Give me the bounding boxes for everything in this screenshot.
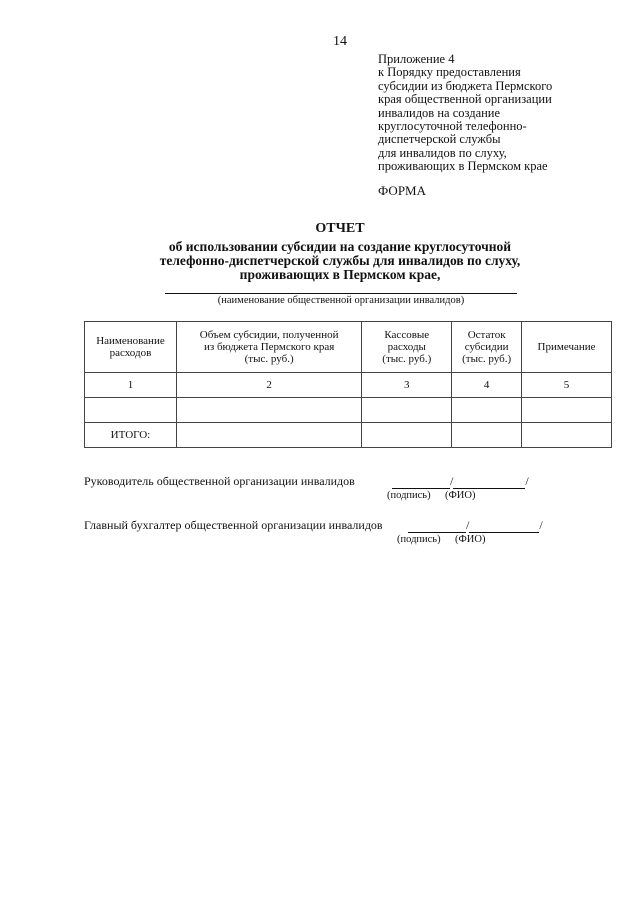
appendix-block bbox=[378, 53, 618, 174]
head-name-caption: (ФИО) bbox=[445, 490, 476, 501]
document-subtitle bbox=[0, 240, 640, 282]
column-number: 1 bbox=[85, 373, 177, 398]
report-table bbox=[84, 321, 612, 448]
column-number: 3 bbox=[362, 373, 452, 398]
appendix-line: круглосуточной телефонно- bbox=[378, 119, 527, 134]
table-cell[interactable] bbox=[362, 398, 452, 423]
separator: / bbox=[525, 474, 529, 488]
appendix-line: проживающих в Пермском крае bbox=[378, 159, 548, 174]
accountant-name-field[interactable] bbox=[469, 520, 539, 533]
table-cell[interactable] bbox=[362, 423, 452, 448]
accountant-signature-fields bbox=[408, 518, 543, 533]
header-expense-name: Наименование расходов bbox=[85, 322, 177, 373]
page-number: 14 bbox=[333, 34, 347, 49]
appendix-line: Приложение 4 bbox=[378, 52, 455, 66]
table-cell[interactable] bbox=[452, 423, 522, 448]
table-number-row bbox=[85, 373, 612, 398]
subtitle-line: об использовании субсидии на создание круглосуточной bbox=[168, 239, 512, 254]
header-note: Примечание bbox=[522, 322, 612, 373]
head-sign-caption: (подпись) bbox=[387, 490, 431, 501]
appendix-line: края общественной организации bbox=[378, 92, 552, 107]
appendix-line: к Порядку предоставления bbox=[378, 65, 521, 80]
appendix-line: для инвалидов по слуху, bbox=[378, 145, 507, 160]
table-cell[interactable] bbox=[522, 423, 612, 448]
subtitle-line: проживающих в Пермском крае, bbox=[239, 267, 441, 282]
table-total-row bbox=[85, 423, 612, 448]
table-cell[interactable] bbox=[522, 398, 612, 423]
accountant-name-caption: (ФИО) bbox=[455, 534, 486, 545]
table-cell[interactable] bbox=[176, 398, 361, 423]
appendix-line: диспетчерской службы bbox=[378, 132, 501, 147]
form-label: ФОРМА bbox=[378, 183, 426, 198]
separator: / bbox=[539, 518, 543, 532]
column-number: 2 bbox=[176, 373, 361, 398]
table-row bbox=[85, 398, 612, 423]
header-cash-expenses: Кассовые расходы (тыс. руб.) bbox=[362, 322, 452, 373]
appendix-line: инвалидов на создание bbox=[378, 105, 501, 120]
total-label: ИТОГО: bbox=[85, 423, 177, 448]
accountant-signature-field[interactable] bbox=[408, 520, 466, 533]
table-cell[interactable] bbox=[85, 398, 177, 423]
separator: / bbox=[450, 474, 454, 488]
header-subsidy-amount: Объем субсидии, полученной из бюджета Пермского края (тыс. руб.) bbox=[176, 322, 361, 373]
header-subsidy-balance: Остаток субсидии (тыс. руб.) bbox=[452, 322, 522, 373]
accountant-signature-label: Главный бухгалтер общественной организации инвалидов bbox=[84, 518, 383, 532]
table-header-row bbox=[85, 322, 612, 373]
table-cell[interactable] bbox=[452, 398, 522, 423]
accountant-sign-caption: (подпись) bbox=[397, 534, 441, 545]
column-number: 5 bbox=[522, 373, 612, 398]
head-signature-label: Руководитель общественной организации инвалидов bbox=[84, 474, 355, 488]
head-signature-fields bbox=[392, 474, 529, 489]
organization-name-field[interactable] bbox=[165, 293, 517, 294]
head-signature-field[interactable] bbox=[392, 476, 450, 489]
subtitle-line: телефонно-диспетчерской службы для инвалидов по слуху, bbox=[159, 253, 521, 268]
appendix-line: субсидии из бюджета Пермского bbox=[378, 78, 553, 93]
head-name-field[interactable] bbox=[453, 476, 525, 489]
document-title: ОТЧЕТ bbox=[315, 221, 365, 236]
organization-name-caption: (наименование общественной организации инвалидов) bbox=[217, 295, 465, 306]
column-number: 4 bbox=[452, 373, 522, 398]
separator: / bbox=[466, 518, 470, 532]
table-cell[interactable] bbox=[176, 423, 361, 448]
